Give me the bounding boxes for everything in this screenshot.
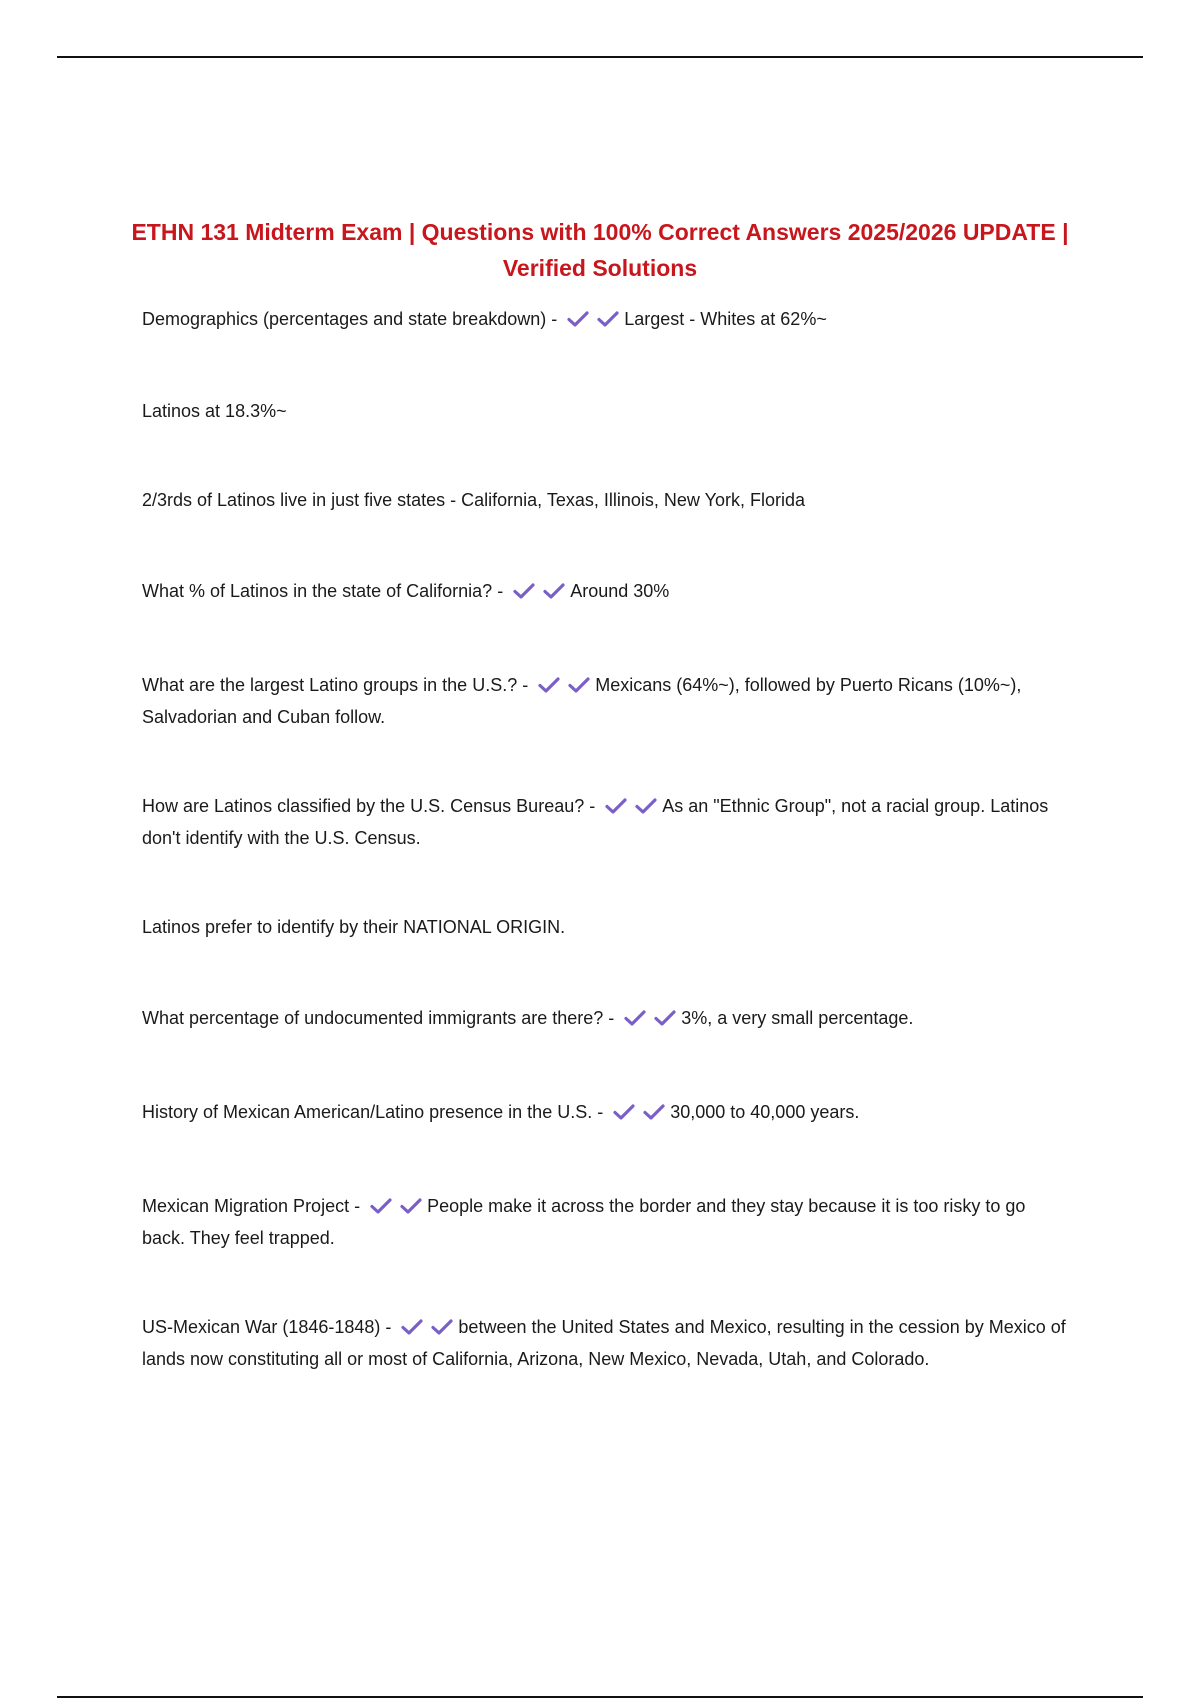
qa-entry bbox=[142, 1098, 1067, 1130]
document-title: ETHN 131 Midterm Exam | Questions with 100% Correct Answers 2025/2026 UPDATE | Verified Solutions bbox=[131, 219, 1069, 281]
note-text: Latinos prefer to identify by their NATIONAL ORIGIN. bbox=[142, 917, 566, 937]
separator: - bbox=[349, 1196, 366, 1216]
check-icon bbox=[400, 1318, 424, 1336]
note-entry bbox=[142, 913, 1067, 942]
check-icon bbox=[566, 310, 590, 328]
check-icon bbox=[604, 797, 628, 815]
note-entry bbox=[142, 486, 1067, 515]
double-check-marks bbox=[612, 1101, 666, 1130]
answer-text: 3%, a very small percentage. bbox=[681, 1008, 914, 1028]
qa-entry bbox=[142, 1192, 1067, 1253]
question-text: What % of Latinos in the state of California? bbox=[142, 581, 493, 601]
double-check-marks bbox=[400, 1316, 454, 1345]
check-icon bbox=[634, 797, 658, 815]
check-icon bbox=[369, 1197, 393, 1215]
note-text: 2/3rds of Latinos live in just five states - California, Texas, Illinois, New York, Florida bbox=[142, 490, 805, 510]
separator: - bbox=[517, 675, 534, 695]
double-check-marks bbox=[623, 1007, 677, 1036]
answer-text: 30,000 to 40,000 years. bbox=[670, 1102, 860, 1122]
answer-text: between the United States and Mexico, resulting in the cession by Mexico of lands now constituting all or most of California, Arizona, New Mexico, Nevada, Utah, and Colorado. bbox=[142, 1317, 1066, 1369]
qa-entry bbox=[142, 305, 1067, 337]
check-icon bbox=[537, 676, 561, 694]
question-text: What percentage of undocumented immigrants are there? bbox=[142, 1008, 604, 1028]
check-icon bbox=[399, 1197, 423, 1215]
note-entry bbox=[142, 397, 1067, 426]
note-text: Latinos at 18.3%~ bbox=[142, 401, 287, 421]
check-icon bbox=[542, 582, 566, 600]
question-text: How are Latinos classified by the U.S. Census Bureau? bbox=[142, 796, 585, 816]
double-check-marks bbox=[537, 674, 591, 703]
answer-text: Around 30% bbox=[570, 581, 670, 601]
separator: - bbox=[546, 309, 563, 329]
qa-list bbox=[142, 305, 1067, 1374]
answer-text: Mexicans (64%~), followed by Puerto Ricans (10%~), Salvadorian and Cuban follow. bbox=[142, 675, 1022, 727]
separator: - bbox=[592, 1102, 609, 1122]
bottom-rule bbox=[57, 1696, 1143, 1698]
answer-text: As an "Ethnic Group", not a racial group. Latinos don't identify with the U.S. Census. bbox=[142, 796, 1049, 848]
separator: - bbox=[492, 581, 509, 601]
check-icon bbox=[512, 582, 536, 600]
separator: - bbox=[603, 1008, 620, 1028]
question-text: US-Mexican War (1846-1848) bbox=[142, 1317, 381, 1337]
qa-entry bbox=[142, 1004, 1067, 1036]
check-icon bbox=[612, 1103, 636, 1121]
question-text: Mexican Migration Project bbox=[142, 1196, 350, 1216]
top-rule bbox=[57, 56, 1143, 58]
question-text: What are the largest Latino groups in the U.S.? bbox=[142, 675, 518, 695]
answer-text: Largest - Whites at 62%~ bbox=[624, 309, 827, 329]
check-icon bbox=[623, 1009, 647, 1027]
double-check-marks bbox=[604, 795, 658, 824]
question-text: Demographics (percentages and state breakdown) bbox=[142, 309, 547, 329]
question-text: History of Mexican American/Latino presence in the U.S. bbox=[142, 1102, 593, 1122]
qa-entry bbox=[142, 792, 1067, 853]
qa-entry bbox=[142, 1313, 1067, 1374]
double-check-marks bbox=[512, 580, 566, 609]
qa-entry bbox=[142, 577, 1067, 609]
check-icon bbox=[596, 310, 620, 328]
double-check-marks bbox=[369, 1195, 423, 1224]
check-icon bbox=[567, 676, 591, 694]
check-icon bbox=[653, 1009, 677, 1027]
qa-entry bbox=[142, 671, 1067, 732]
check-icon bbox=[430, 1318, 454, 1336]
double-check-marks bbox=[566, 308, 620, 337]
answer-text: People make it across the border and they stay because it is too risky to go back. They feel trapped. bbox=[142, 1196, 1026, 1248]
separator: - bbox=[380, 1317, 397, 1337]
check-icon bbox=[642, 1103, 666, 1121]
separator: - bbox=[584, 796, 601, 816]
